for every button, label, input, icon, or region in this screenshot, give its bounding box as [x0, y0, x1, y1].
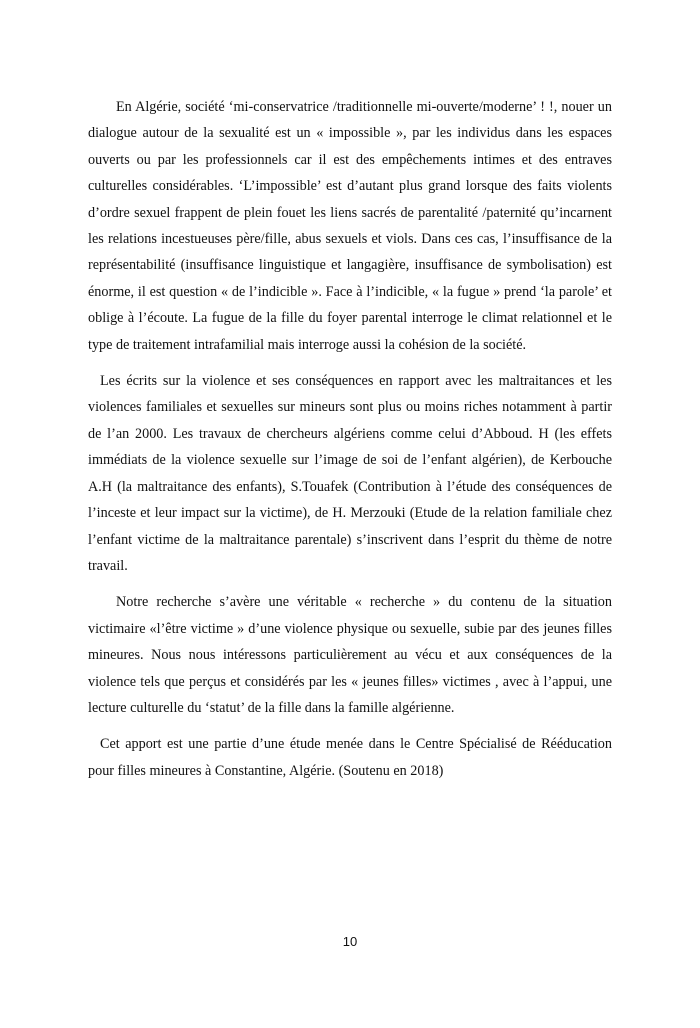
paragraph-context: Cet apport est une partie d’une étude menée dans le Centre Spécialisé de Rééducation pour filles mineures à Constantine, Algérie. (Soutenu en 2018): [88, 736, 612, 779]
page-number: 10: [342, 934, 358, 949]
paragraph-research: Notre recherche s’avère une véritable « recherche » du contenu de la situation victimaire «l’être victime » d’une violence physique ou sexuelle, subie par des jeunes filles mineures. Nous nous intéressons particulièrement au vécu et aux conséquences de la violence tels que perçus et considérés par les « jeunes filles» victimes , avec à l’appui, une lecture culturelle du ‘statut’ de la fille dans la famille algérienne.: [88, 594, 612, 716]
paragraph-literature: Les écrits sur la violence et ses conséquences en rapport avec les maltraitances et les violences familiales et sexuelles sur mineurs sont plus ou moins riches notamment à partir de l’an 2000. Les travaux de chercheurs algériens comme celui d’Abboud. H (les effets immédiats de la violence sexuelle sur l’image de soi de l’enfant algérien), de Kerbouche A.H (la maltraitance des enfants), S.Touafek (Contribution à l’étude des conséquences de l’inceste et leur impact sur la victime), de H. Merzouki (Etude de la relation familiale chez l’enfant victime de la maltraitance parentale) s’inscrivent dans l’esprit du thème de notre travail.: [88, 373, 612, 574]
document-body: [88, 94, 612, 794]
paragraph-intro: En Algérie, société ‘mi-conservatrice /traditionnelle mi-ouverte/moderne’ ! !, nouer un dialogue autour de la sexualité est un « impossible », par les individus dans les espaces ouverts ou par les professionnels car il est des empêchements intimes et des entraves culturelles considérables. ‘L’impossible’ est d’autant plus grand lorsque des faits violents d’ordre sexuel frappent de plein fouet les liens sacrés de parentalité /paternité qu’incarnent les relations incestueuses père/fille, abus sexuels et viols. Dans ces cas, l’insuffisance de la représentabilité (insuffisance linguistique et langagière, insuffisance de symbolisation) est énorme, il est question « de l’indicible ». Face à l’indicible, « la fugue » prend ‘la parole’ et oblige à l’écoute. La fugue de la fille du foyer parental interroge le climat relationnel et le type de traitement intrafamilial mais interroge aussi la cohésion de la société.: [88, 99, 612, 353]
